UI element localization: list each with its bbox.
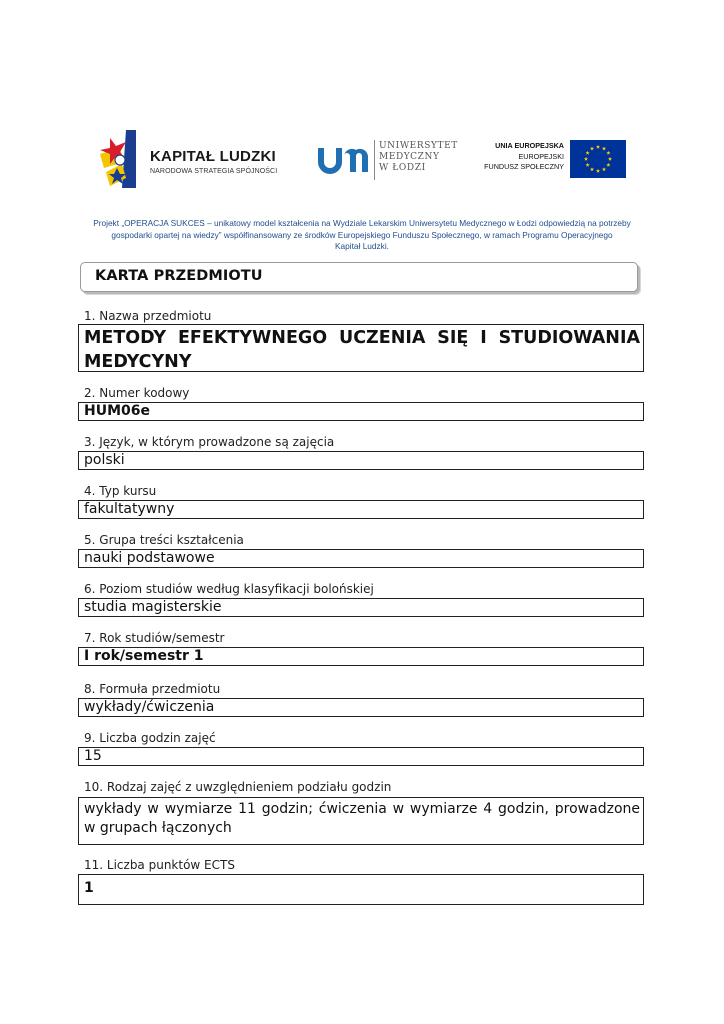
eu-star-icon — [606, 163, 610, 167]
field-label-rodzaj-zajec: 10. Rodzaj zajęć z uwzględnieniem podziału godzin — [84, 780, 392, 794]
eu-star-icon — [602, 167, 606, 171]
field-box-poziom-studiow — [78, 598, 644, 617]
field-label-ects: 11. Liczba punktów ECTS — [84, 858, 235, 872]
karta-przedmiotu-header — [80, 262, 638, 292]
field-label-formula: 8. Formuła przedmiotu — [84, 682, 221, 696]
field-box-jezyk — [78, 451, 644, 470]
field-box-formula — [78, 698, 644, 717]
field-label-liczba-godzin: 9. Liczba godzin zajęć — [84, 731, 216, 745]
field-value-typ-kursu: fakultatywny — [84, 501, 175, 517]
umed-logo-divider — [374, 140, 375, 180]
field-value-formula: wykłady/ćwiczenia — [84, 699, 215, 715]
eu-star-icon — [590, 146, 594, 150]
field-label-poziom-studiow: 6. Poziom studiów według klasyfikacji bolońskiej — [84, 582, 374, 596]
eu-star-icon — [596, 145, 600, 149]
eu-star-icon — [586, 163, 590, 167]
field-label-typ-kursu: 4. Typ kursu — [84, 484, 157, 498]
field-label-jezyk: 3. Język, w którym prowadzone są zajęcia — [84, 435, 335, 449]
project-description: Projekt „OPERACJA SUKCES – unikatowy model kształcenia na Wydziale Lekarskim Uniwersytetu Medycznego w Łodzi odpowiedzią na potrzeby gospodarki opartej na wiedzy” współfinansowany ze środków Europejskiego Funduszu Społecznego, w ramach Programu Operacyjnego Kapitał Ludzki. — [93, 218, 631, 251]
field-box-ects — [78, 874, 644, 905]
umed-logo-text: UNIWERSYTET MEDYCZNY W ŁODZI — [379, 141, 458, 173]
field-value-nazwa: METODY EFEKTYWNEGO UCZENIA SIĘ I STUDIOWANIA MEDYCYNY — [84, 328, 640, 372]
eu-flag-icon — [570, 140, 626, 178]
field-label-grupa-tresci: 5. Grupa treści kształcenia — [84, 533, 244, 547]
field-box-rodzaj-zajec — [78, 797, 644, 845]
kapital-ludzki-logo — [96, 128, 286, 192]
field-box-numer-kodowy — [78, 402, 644, 421]
kapital-ludzki-subtitle: NARODOWA STRATEGIA SPÓJNOŚCI — [150, 168, 278, 175]
kapital-ludzki-title: KAPITAŁ LUDZKI — [150, 148, 276, 165]
eu-logo-text: UNIA EUROPEJSKA EUROPEJSKI FUNDUSZ SPOŁECZNY — [484, 141, 564, 171]
field-value-numer-kodowy: HUM06e — [84, 403, 150, 419]
field-value-liczba-godzin: 15 — [84, 748, 102, 764]
field-value-poziom-studiow: studia magisterskie — [84, 599, 222, 615]
field-box-nazwa — [78, 324, 644, 372]
eu-star-icon — [590, 167, 594, 171]
eu-star-icon — [584, 157, 588, 161]
field-value-jezyk: polski — [84, 452, 125, 468]
field-box-grupa-tresci — [78, 549, 644, 568]
kapital-ludzki-emblem-icon — [96, 128, 146, 190]
field-box-rok-studiow — [78, 647, 644, 666]
page-title: KARTA PRZEDMIOTU — [95, 268, 263, 284]
field-label-nazwa: 1. Nazwa przedmiotu — [84, 309, 212, 323]
field-value-grupa-tresci: nauki podstawowe — [84, 550, 215, 566]
eu-star-icon — [608, 157, 612, 161]
field-label-rok-studiow: 7. Rok studiów/semestr — [84, 631, 225, 645]
field-value-rodzaj-zajec: wykłady w wymiarze 11 godzin; ćwiczenia w wymiarze 4 godzin, prowadzone w grupach łączonych — [84, 801, 640, 836]
eu-stars — [570, 140, 626, 178]
field-box-typ-kursu — [78, 500, 644, 519]
eu-star-icon — [602, 146, 606, 150]
field-value-ects: 1 — [84, 880, 94, 896]
eu-star-icon — [606, 151, 610, 155]
field-label-numer-kodowy: 2. Numer kodowy — [84, 386, 190, 400]
um-logo-icon — [316, 144, 368, 174]
eu-star-icon — [596, 169, 600, 173]
field-box-liczba-godzin — [78, 747, 644, 766]
eu-logo — [484, 138, 630, 180]
eu-star-icon — [586, 151, 590, 155]
umed-logo — [316, 140, 466, 180]
field-value-rok-studiow: I rok/semestr 1 — [84, 648, 204, 664]
